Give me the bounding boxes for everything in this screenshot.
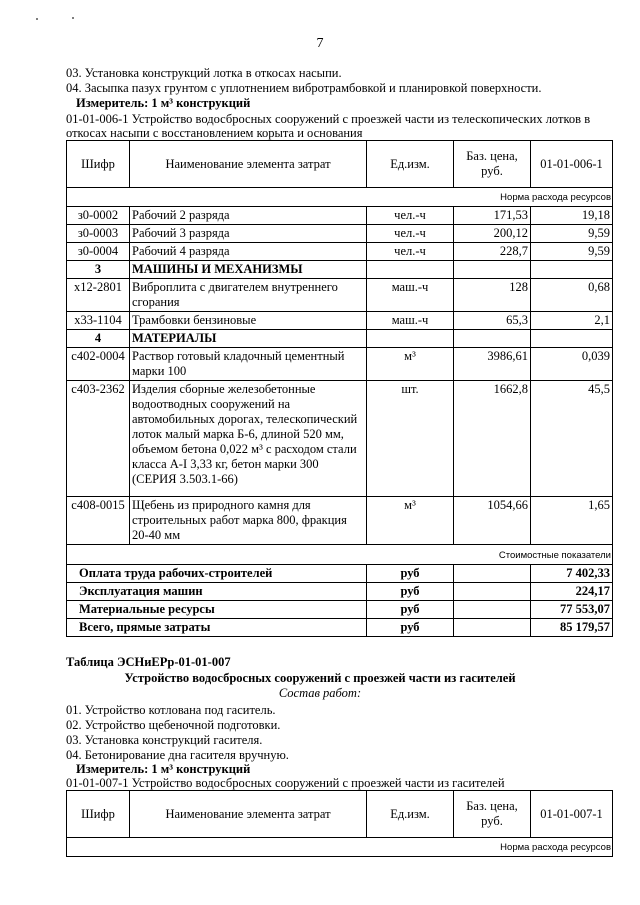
row-unit: маш.-ч	[367, 312, 454, 330]
table-row	[67, 348, 613, 381]
row-name: Рабочий 4 разряда	[130, 243, 367, 261]
scan-speck	[36, 18, 38, 20]
item-1-title-line-1: 01-01-006-1 Устройство водосбросных сооружений с проезжей части из телескопических лотков в	[66, 112, 591, 126]
row-price: 128	[454, 279, 531, 312]
work-item: 03. Установка конструкций гасителя.	[66, 733, 263, 747]
row-norm: 45,5	[531, 381, 613, 497]
page-number: 7	[316, 36, 324, 51]
table-row	[67, 207, 613, 225]
header-code: Шифр	[67, 141, 130, 188]
row-price: 200,12	[454, 225, 531, 243]
row-price: 228,7	[454, 243, 531, 261]
row-price: 65,3	[454, 312, 531, 330]
total-name: Оплата труда рабочих-строителей	[67, 565, 367, 583]
total-row	[67, 583, 613, 601]
total-name: Всего, прямые затраты	[67, 619, 367, 637]
table-row	[67, 243, 613, 261]
measurer-1: Измеритель: 1 м³ конструкций	[76, 96, 251, 110]
row-norm: 9,59	[531, 243, 613, 261]
header-unit: Ед.изм.	[367, 791, 454, 838]
section-title: МАТЕРИАЛЫ	[130, 330, 367, 348]
norm-label: Норма расхода ресурсов	[67, 188, 613, 207]
section-row-materials	[67, 330, 613, 348]
row-price: 3986,61	[454, 348, 531, 381]
row-name: Рабочий 2 разряда	[130, 207, 367, 225]
row-unit: чел.-ч	[367, 207, 454, 225]
total-value: 224,17	[531, 583, 613, 601]
header-name: Наименование элемента затрат	[130, 141, 367, 188]
section-row-machines	[67, 261, 613, 279]
table-2-subtitle: Устройство водосбросных сооружений с проезжей части из гасителей	[124, 671, 516, 685]
row-price: 1662,8	[454, 381, 531, 497]
row-name: Трамбовки бензиновые	[130, 312, 367, 330]
intro-line-4: 04. Засыпка пазух грунтом с уплотнением вибротрамбовкой и планировкой поверхности.	[66, 81, 542, 95]
total-unit: руб	[367, 565, 454, 583]
row-unit: чел.-ч	[367, 243, 454, 261]
total-name: Материальные ресурсы	[67, 601, 367, 619]
row-name: Виброплита с двигателем внутреннего сгорания	[130, 279, 367, 312]
table-row	[67, 279, 613, 312]
table-row	[67, 497, 613, 545]
row-code: з0-0003	[67, 225, 130, 243]
cost-label: Стоимостные показатели	[67, 545, 613, 565]
total-unit: руб	[367, 601, 454, 619]
row-code: х12-2801	[67, 279, 130, 312]
row-code: с408-0015	[67, 497, 130, 545]
total-row	[67, 565, 613, 583]
row-norm: 9,59	[531, 225, 613, 243]
table-row	[67, 381, 613, 497]
item-1-title-line-2: откосах насыпи с восстановлением корыта и основания	[66, 126, 363, 140]
row-norm: 1,65	[531, 497, 613, 545]
measurer-2: Измеритель: 1 м³ конструкций	[76, 762, 251, 776]
total-name: Эксплуатация машин	[67, 583, 367, 601]
total-value: 7 402,33	[531, 565, 613, 583]
total-unit: руб	[367, 619, 454, 637]
cost-label-row	[67, 545, 613, 565]
header-code: Шифр	[67, 791, 130, 838]
row-code: з0-0004	[67, 243, 130, 261]
table-row	[67, 312, 613, 330]
works-label: Состав работ:	[278, 686, 362, 700]
table-row	[67, 225, 613, 243]
row-unit: м³	[367, 497, 454, 545]
row-name: Изделия сборные железобетонные водоотводных сооружений на автомобильных дорогах, телескопический лоток малый марка Б-6, длиной 520 мм, объемом бетона 0,022 м³ с расходом стали класса А-I 3,33 кг, бетон марки 300 (СЕРИЯ 3.503.1-66)	[130, 381, 367, 497]
row-name: Рабочий 3 разряда	[130, 225, 367, 243]
table-header-row	[67, 141, 613, 188]
norm-label: Норма расхода ресурсов	[67, 838, 613, 857]
header-price: Баз. цена, руб.	[454, 141, 531, 188]
header-name: Наименование элемента затрат	[130, 791, 367, 838]
total-value: 85 179,57	[531, 619, 613, 637]
header-unit: Ед.изм.	[367, 141, 454, 188]
section-number: 3	[67, 261, 130, 279]
table-2-title: Таблица ЭСНиЕРр-01-01-007	[66, 655, 231, 669]
total-row	[67, 619, 613, 637]
work-item: 02. Устройство щебеночной подготовки.	[66, 718, 281, 732]
row-norm: 0,039	[531, 348, 613, 381]
rates-table-1	[66, 140, 613, 637]
row-code: х33-1104	[67, 312, 130, 330]
row-price: 171,53	[454, 207, 531, 225]
table-header-row	[67, 791, 613, 838]
total-unit: руб	[367, 583, 454, 601]
total-value: 77 553,07	[531, 601, 613, 619]
row-unit: шт.	[367, 381, 454, 497]
row-price: 1054,66	[454, 497, 531, 545]
work-item: 04. Бетонирование дна гасителя вручную.	[66, 748, 289, 762]
section-title: МАШИНЫ И МЕХАНИЗМЫ	[130, 261, 367, 279]
row-norm: 2,1	[531, 312, 613, 330]
norm-label-row	[67, 838, 613, 857]
row-code: с402-0004	[67, 348, 130, 381]
norm-label-row	[67, 188, 613, 207]
row-name: Щебень из природного камня для строительных работ марка 800, фракция 20-40 мм	[130, 497, 367, 545]
row-name: Раствор готовый кладочный цементный марки 100	[130, 348, 367, 381]
intro-line-3: 03. Установка конструкций лотка в откосах насыпи.	[66, 66, 342, 80]
row-code: с403-2362	[67, 381, 130, 497]
work-item: 01. Устройство котлована под гаситель.	[66, 703, 276, 717]
row-code: з0-0002	[67, 207, 130, 225]
header-rate-code: 01-01-007-1	[531, 791, 613, 838]
item-2-title: 01-01-007-1 Устройство водосбросных сооружений с проезжей части из гасителей	[66, 776, 505, 790]
row-unit: чел.-ч	[367, 225, 454, 243]
total-row	[67, 601, 613, 619]
row-unit: маш.-ч	[367, 279, 454, 312]
header-price: Баз. цена, руб.	[454, 791, 531, 838]
row-norm: 0,68	[531, 279, 613, 312]
rates-table-2	[66, 790, 613, 857]
section-number: 4	[67, 330, 130, 348]
header-rate-code: 01-01-006-1	[531, 141, 613, 188]
row-unit: м³	[367, 348, 454, 381]
scan-speck	[72, 17, 74, 19]
row-norm: 19,18	[531, 207, 613, 225]
